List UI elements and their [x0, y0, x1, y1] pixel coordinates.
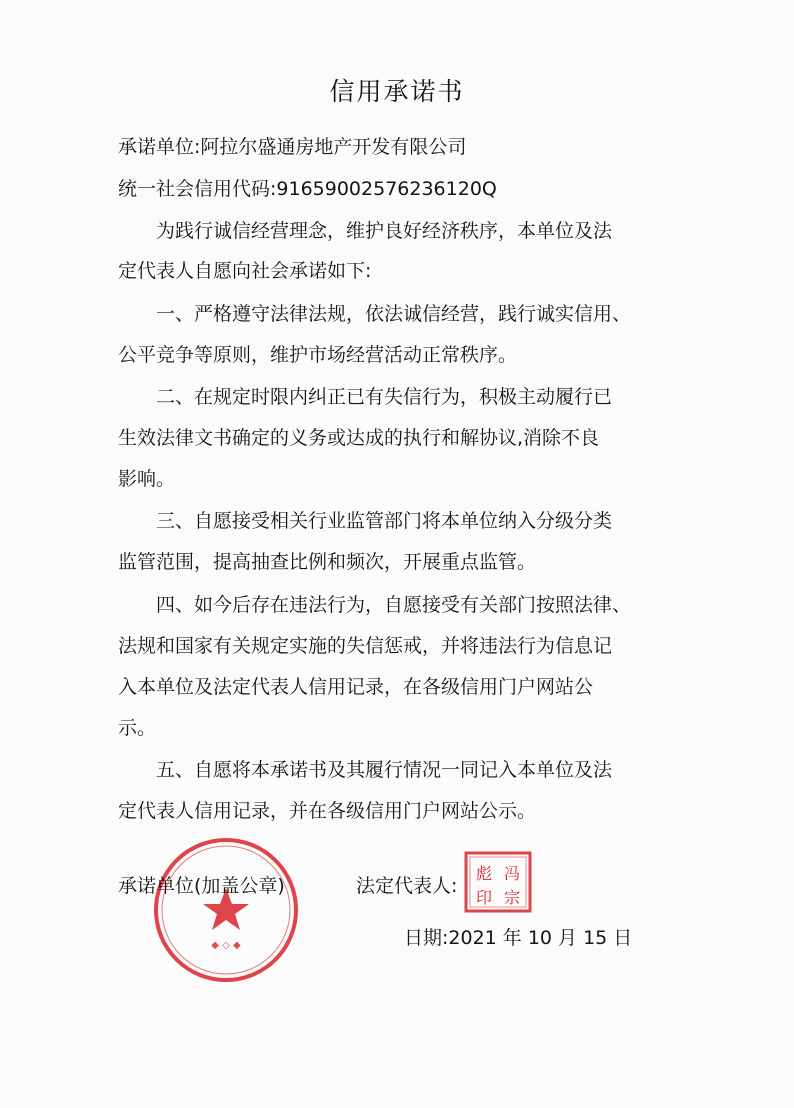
svg-text:印: 印	[475, 888, 493, 907]
document-title: 信用承诺书	[329, 77, 465, 106]
svg-text:宗: 宗	[503, 888, 521, 907]
paragraph-line: 四、如今后存在违法行为，自愿接受有关部门按照法律、	[156, 594, 632, 616]
paragraph-line: 定代表人自愿向社会承诺如下:	[118, 260, 372, 282]
committing-unit: 承诺单位:阿拉尔盛通房地产开发有限公司	[118, 136, 467, 158]
paragraph-line: 为践行诚信经营理念，维护良好经济秩序，本单位及法	[156, 220, 613, 242]
paragraph-line: 定代表人信用记录，并在各级信用门户网站公示。	[118, 800, 537, 822]
paragraph-line: 法规和国家有关规定实施的失信惩戒，并将违法行为信息记	[118, 635, 613, 657]
official-seal-stamp	[152, 836, 300, 984]
svg-text:彪: 彪	[475, 864, 493, 883]
signature-stamp	[464, 851, 532, 913]
paragraph-line: 影响。	[118, 468, 176, 490]
paragraph-line: 生效法律文书确定的义务或达成的执行和解协议,消除不良	[118, 427, 600, 449]
paragraph-line: 公平竞争等原则，维护市场经营活动正常秩序。	[118, 344, 518, 366]
paragraph-line: 二、在规定时限内纠正已有失信行为，积极主动履行已	[156, 386, 613, 408]
legal-representative-label: 法定代表人:	[356, 875, 458, 897]
credit-code: 统一社会信用代码:91659002576236120Q	[118, 178, 497, 200]
paragraph-line: 入本单位及法定代表人信用记录，在各级信用门户网站公	[118, 676, 594, 698]
paragraph-line: 一、严格遵守法律法规，依法诚信经营，践行诚实信用、	[156, 303, 632, 325]
svg-text:◆ ◇ ◆: ◆ ◇ ◆	[211, 940, 241, 951]
signature-unit-label: 承诺单位(加盖公章)	[118, 875, 285, 897]
svg-text:冯: 冯	[503, 864, 521, 883]
paragraph-line: 三、自愿接受相关行业监管部门将本单位纳入分级分类	[156, 510, 613, 532]
document-date: 日期:2021 年 10 月 15 日	[404, 927, 633, 949]
paragraph-line: 示。	[118, 717, 157, 739]
paragraph-line: 监管范围，提高抽查比例和频次，开展重点监管。	[118, 551, 537, 573]
paragraph-line: 五、自愿将本承诺书及其履行情况一同记入本单位及法	[156, 759, 613, 781]
